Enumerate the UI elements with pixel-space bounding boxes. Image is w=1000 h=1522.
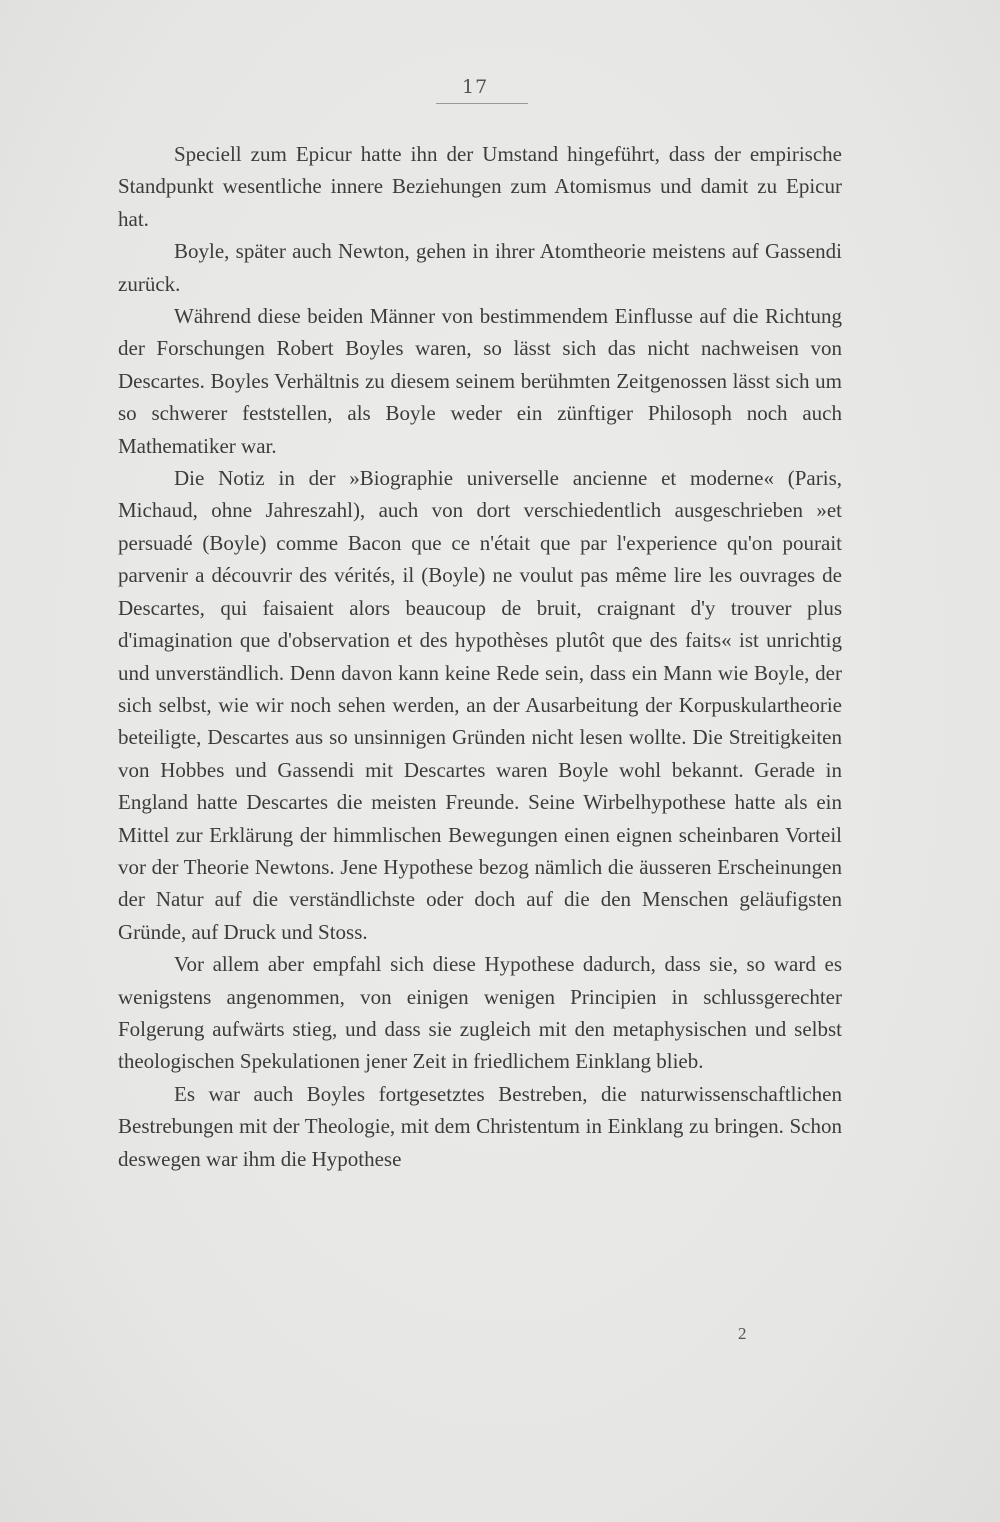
page-number: 17 [462, 76, 489, 98]
paragraph-2: Boyle, später auch Newton, gehen in ihrer Atomtheorie meistens auf Gassendi zurück. [118, 239, 842, 296]
signature-mark: 2 [738, 1324, 747, 1343]
paragraph-6: Es war auch Boyles fortgesetztes Bestreben, die naturwissenschaftlichen Bestrebungen mit der Theologie, mit dem Christentum in Einklang zu bringen. Schon deswegen war ihm die Hypothese [118, 1081, 842, 1171]
paragraph-3: Während diese beiden Männer von bestimmendem Einflusse auf die Richtung der Forschungen Robert Boyles waren, so lässt sich das nicht nachweisen von Descartes. Boyles Verhältnis zu diesem seinem berühmten Zeitgenossen lässt sich um so schwerer feststellen, als Boyle weder ein zünftiger Philosoph noch auch Mathematiker war. [118, 304, 842, 458]
paragraph-5: Vor allem aber empfahl sich diese Hypothese dadurch, dass sie, so ward es wenigstens angenommen, von einigen wenigen Principien in schlussgerechter Folgerung aufwärts stieg, und dass sie zugleich mit den metaphysischen und selbst theologischen Spekulationen jener Zeit in friedlichem Einklang blieb. [118, 952, 842, 1074]
header-rule [436, 103, 528, 104]
paragraph-1: Speciell zum Epicur hatte ihn der Umstand hingeführt, dass der empirische Standpunkt wesentliche innere Beziehungen zum Atomismus und damit zu Epicur hat. [118, 142, 842, 231]
body-text [118, 138, 842, 1175]
paragraph-4: Die Notiz in der »Biographie universelle ancienne et moderne« (Paris, Michaud, ohne Jahreszahl), auch von dort verschiedentlich ausgeschrieben »et persuadé (Boyle) comme Bacon que ce n'était que par l'experience qu'on pourait parvenir a découvrir des vérités, il (Boyle) ne voulut pas même lire les ouvrages de Descartes, qui faisaient alors beaucoup de bruit, craignant d'y trouver plus d'imagination que d'observation et des hypothèses plutôt que des faits« ist unrichtig und unverständlich. Denn davon kann keine Rede sein, dass ein Mann wie Boyle, der sich selbst, wie wir noch sehen werden, an der Ausarbeitung der Korpuskulartheorie beteiligte, Descartes aus so unsinnigen Gründen nicht lesen wollte. Die Streitigkeiten von Hobbes und Gassendi mit Descartes waren Boyle wohl bekannt. Gerade in England hatte Descartes die meisten Freunde. Seine Wirbelhypothese hatte als ein Mittel zur Erklärung der himmlischen Bewegungen einen eignen scheinbaren Vorteil vor der Theorie Newtons. Jene Hypothese bezog nämlich die äusseren Erscheinungen der Natur auf die verständlichste oder doch auf die den Menschen geläufigsten Gründe, auf Druck und Stoss. [118, 466, 842, 944]
